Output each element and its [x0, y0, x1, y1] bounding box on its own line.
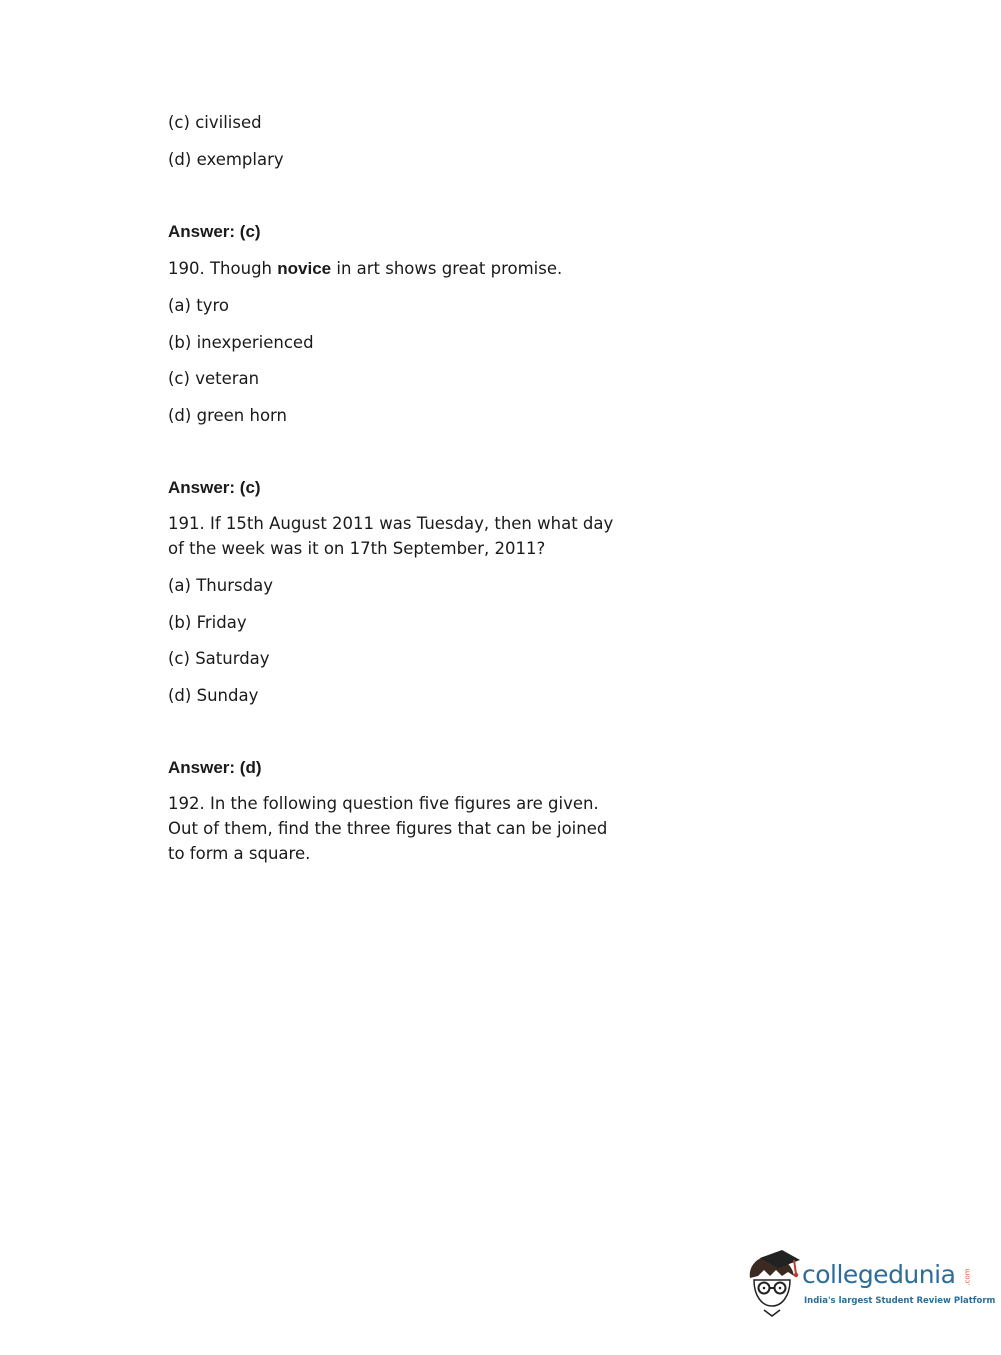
option-b: (b) Friday	[168, 613, 247, 632]
option-d: (d) green horn	[168, 406, 287, 425]
option-a: (a) Thursday	[168, 576, 273, 595]
option-c: (c) civilised	[168, 113, 262, 132]
mascot-icon	[742, 1248, 802, 1318]
option-d: (d) Sunday	[168, 686, 259, 705]
brand-tagline: India's largest Student Review Platform	[804, 1296, 996, 1306]
collegedunia-logo[interactable]	[742, 1248, 996, 1318]
brand-name: collegedunia	[802, 1260, 956, 1289]
option-c: (c) Saturday	[168, 649, 270, 668]
option-d: (d) exemplary	[168, 150, 284, 169]
answer-189: Answer: (c)	[168, 222, 261, 241]
brand-domain: .com	[963, 1268, 972, 1286]
question-text: 191. If 15th August 2011 was Tuesday, then what day of the week was it on 17th September, 2011?	[168, 514, 614, 558]
question-text: 192. In the following question five figures are given. Out of them, find the three figures that can be joined to form a square.	[168, 794, 608, 863]
answer-190: Answer: (c)	[168, 478, 261, 497]
keyword: novice	[277, 259, 332, 278]
option-a: (a) tyro	[168, 296, 229, 315]
option-b: (b) inexperienced	[168, 333, 314, 352]
question-text: 190. Though novice in art shows great promise.	[168, 259, 563, 278]
option-c: (c) veteran	[168, 369, 260, 388]
answer-191: Answer: (d)	[168, 758, 262, 777]
